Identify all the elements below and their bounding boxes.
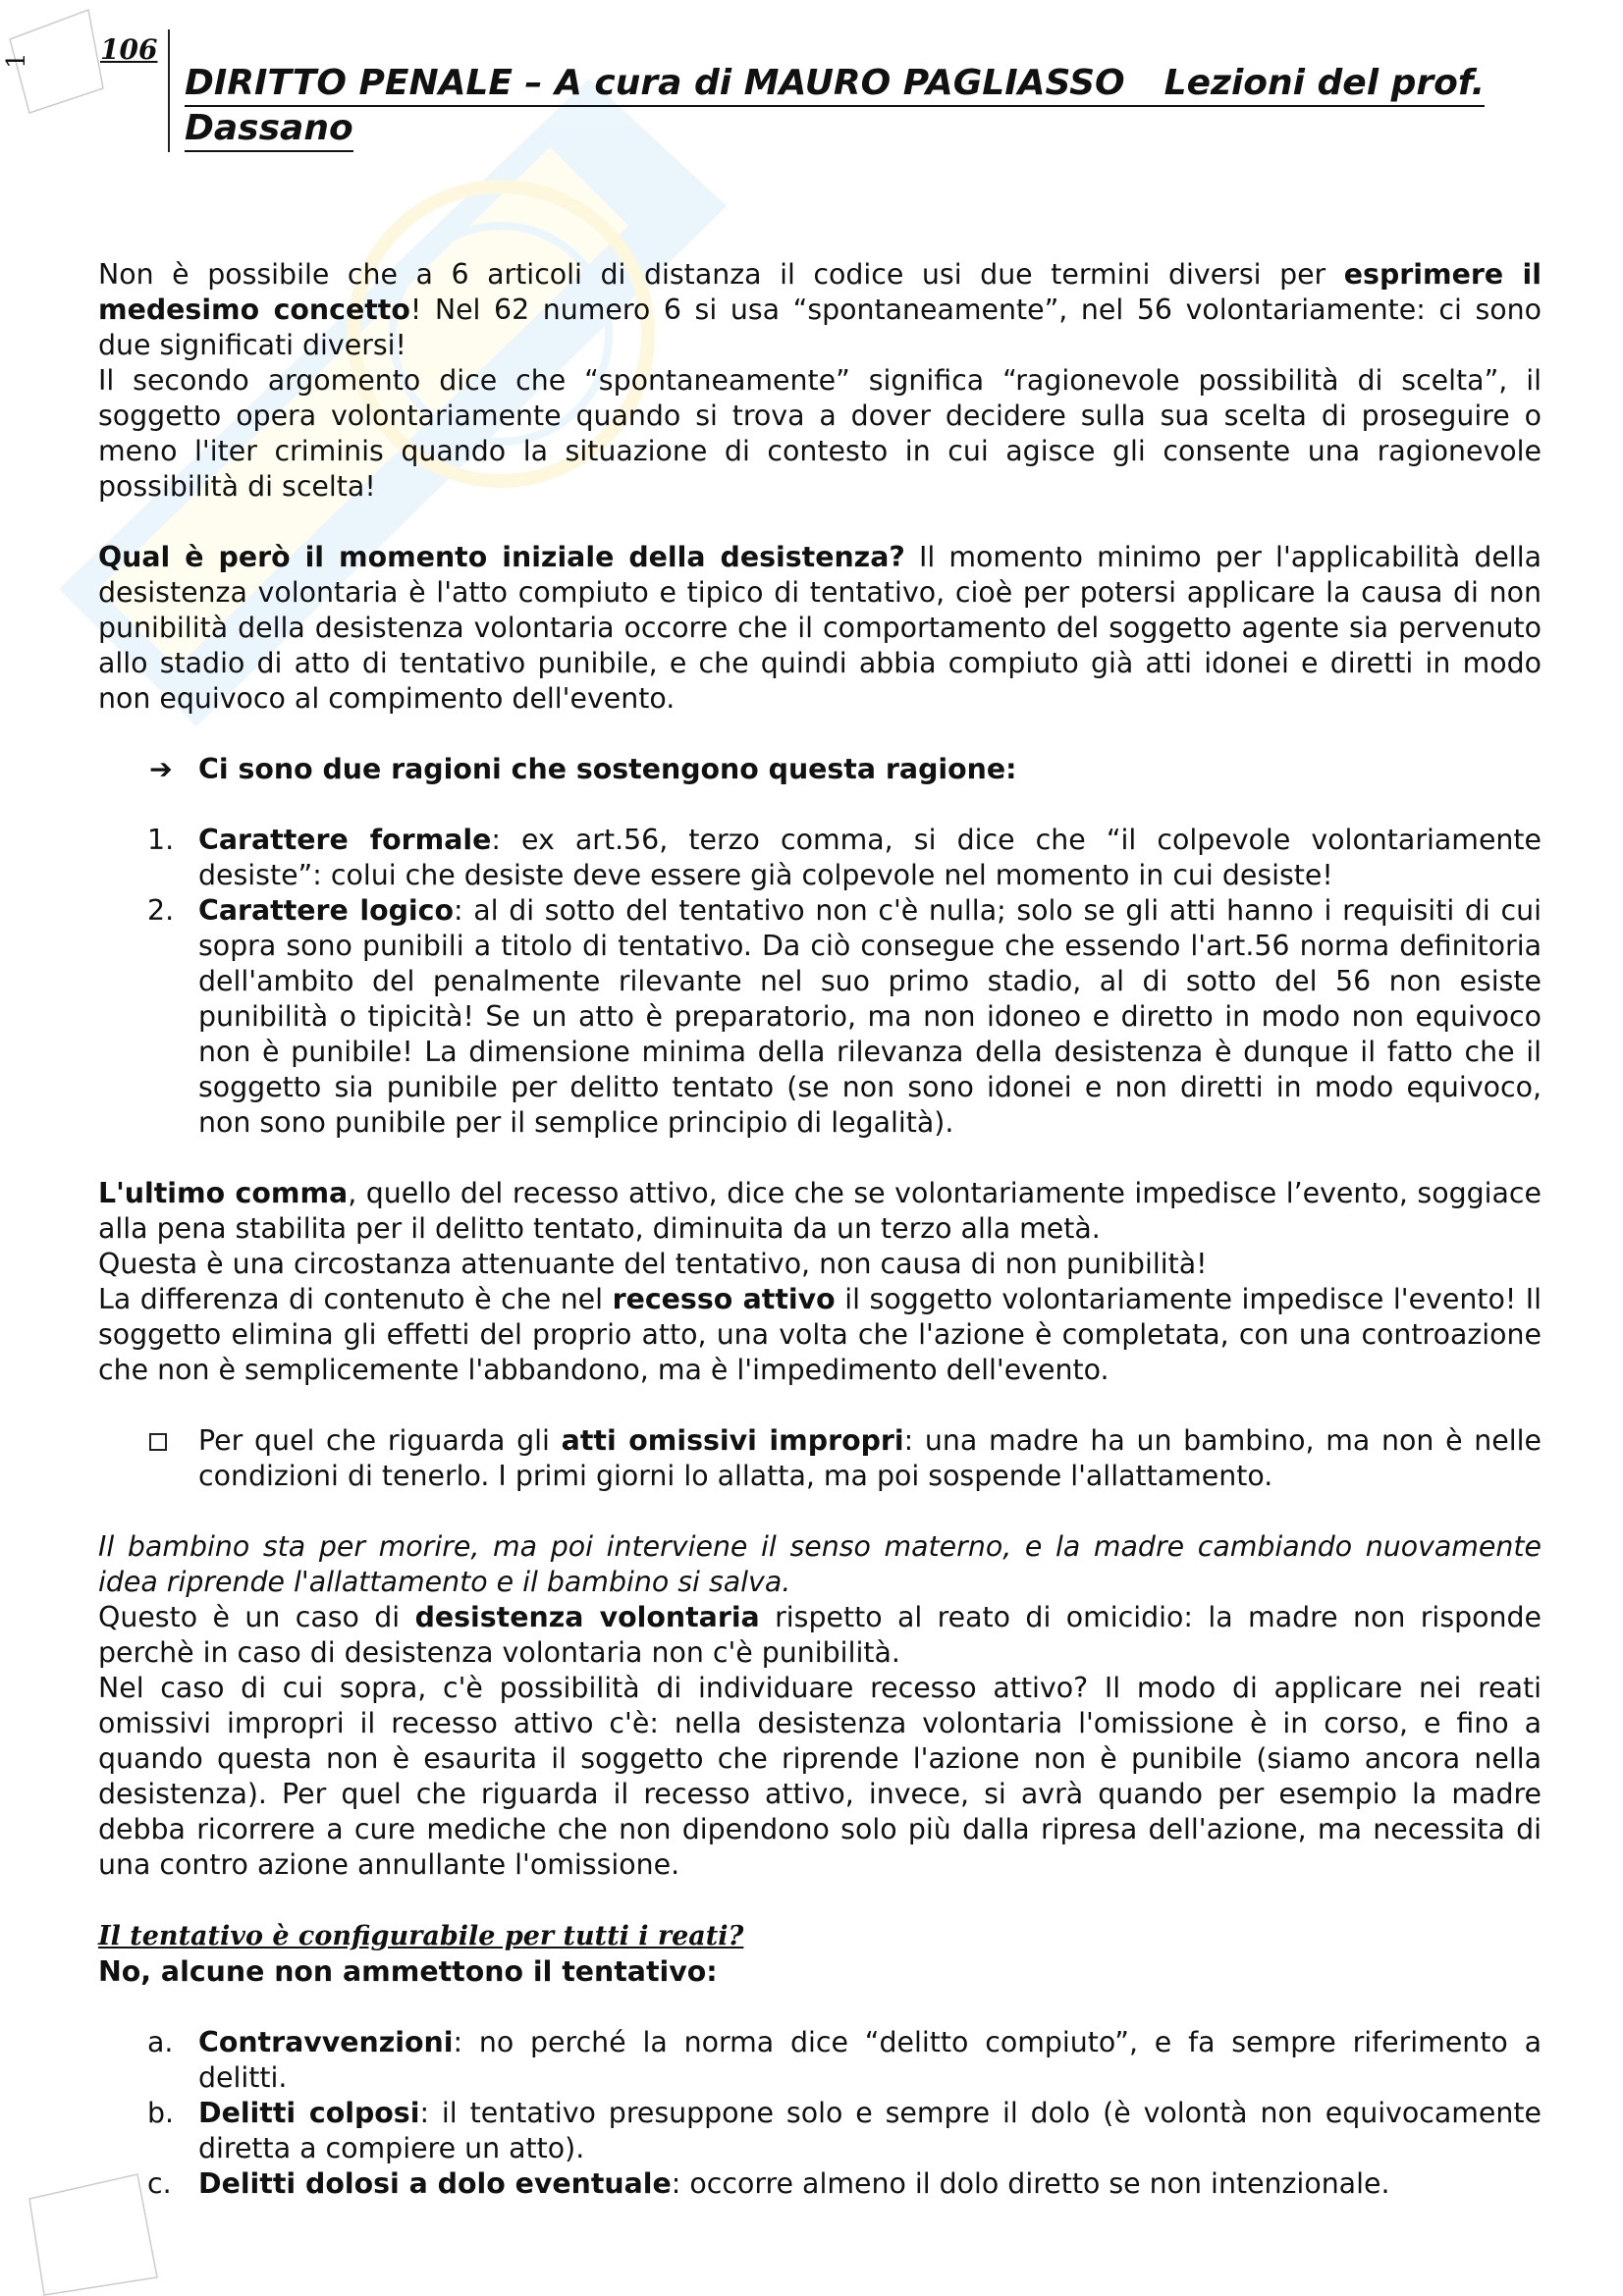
paragraph: Questa è una circostanza attenuante del tentativo, non causa di non punibilità! xyxy=(98,1248,1208,1280)
page-header xyxy=(185,61,1608,151)
header-title: DIRITTO PENALE – A cura di MAURO PAGLIASSO xyxy=(185,63,1125,103)
arrow-icon: ➔ xyxy=(149,753,173,785)
header-divider xyxy=(168,29,170,152)
page-number: 106 xyxy=(100,33,158,66)
arrow-item: ➔ Ci sono due ragioni che sostengono questa ragione: xyxy=(149,753,1017,785)
paragraph-italic: Il bambino sta per morire, ma poi interviene il senso materno, e la madre cambiando nuovamente idea riprende l'allattamento e il bambino si salva. xyxy=(98,1530,1542,1598)
paragraph: Non è possibile che a 6 articoli di distanza il codice usi due termini diversi per esprimere il medesimo concetto! Nel 62 numero 6 si usa “spontaneamente”, nel 56 volontariamente: ci sono due significati diversi! xyxy=(98,258,1542,361)
side-page-number: 1 xyxy=(2,52,31,69)
header-author: Dassano xyxy=(185,108,353,152)
square-item: Per quel che riguarda gli atti omissivi impropri: una madre ha un bambino, ma non è nelle condizioni di tenerlo. I primi giorni lo allatta, ma poi sospende l'allattamento. xyxy=(98,1423,1542,1494)
paragraph: Questo è un caso di desistenza volontaria rispetto al reato di omicidio: la madre non risponde perchè in caso di desistenza volontaria non c'è punibilità. xyxy=(98,1601,1542,1669)
answer: No, alcune non ammettono il tentativo: xyxy=(98,1955,718,1988)
header-subtitle: Lezioni del prof. xyxy=(1163,63,1486,103)
paragraph: Qual è però il momento iniziale della desistenza? Il momento minimo per l'applicabilità della desistenza volontaria è l'atto compiuto e tipico di tentativo, cioè per potersi applicare la causa di non punibilità della desistenza volontaria occorre che il comportamento del soggetto agente sia pervenuto allo stadio di atto di tentativo punibile, e che quindi abbia compiuto già atti idonei e diretti in modo non equivoco al compimento dell'evento. xyxy=(98,541,1542,715)
paragraph: La differenza di contenuto è che nel recesso attivo il soggetto volontariamente impedisce l'evento! Il soggetto elimina gli effetti del proprio atto, una volta che l'azione è completata, con una controazione che non è semplicemente l'abbandono, ma è l'impedimento dell'evento. xyxy=(98,1283,1542,1386)
list-item: b. Delitti colposi: il tentativo presuppone solo e sempre il dolo (è volontà non equivocamente diretta a compiere un atto). xyxy=(147,2097,1542,2164)
list-item: 1. Carattere formale: ex art.56, terzo comma, si dice che “il colpevole volontariamente desiste”: colui che desiste deve essere già colpevole nel momento in cui desiste! xyxy=(147,824,1542,891)
document-body xyxy=(98,222,1542,2202)
paragraph: Nel caso di cui sopra, c'è possibilità di individuare recesso attivo? Il modo di applicare nei reati omissivi impropri il recesso attivo c'è: nella desistenza volontaria l'omissione è in corso, e fino a quando questa non è esaurita il soggetto che riprende l'azione non è punibile (siamo ancora nella desistenza). Per quel che riguarda il recesso attivo, invece, si avrà quando per esempio la madre debba ricorrere a cure mediche che non dipendono solo più dalla ripresa dell'azione, ma necessita di una contro azione annullante l'omissione. xyxy=(98,1672,1542,1881)
paragraph: L'ultimo comma, quello del recesso attivo, dice che se volontariamente impedisce l’evento, soggiace alla pena stabilita per il delitto tentato, diminuita da un terzo alla metà. xyxy=(98,1177,1542,1245)
question-heading: Il tentativo è configurabile per tutti i reati? xyxy=(98,1921,744,1951)
list-item: c. Delitti dolosi a dolo eventuale: occorre almeno il dolo diretto se non intenzionale. xyxy=(147,2167,1390,2200)
paragraph: Il secondo argomento dice che “spontaneamente” significa “ragionevole possibilità di scelta”, il soggetto opera volontariamente quando si trova a dover decidere sulla sua scelta di proseguire o meno l'iter criminis quando la situazione di contesto in cui agisce gli consente una ragionevole possibilità di scelta! xyxy=(98,364,1542,503)
list-item: 2. Carattere logico: al di sotto del tentativo non c'è nulla; solo se gli atti hanno i requisiti di cui sopra sono punibili a titolo di tentativo. Da ciò consegue che essendo l'art.56 norma definitoria dell'ambito del penalmente rilevante nel suo primo stadio, al di sotto del 56 non esiste punibilità o tipicità! Se un atto è preparatorio, ma non idoneo e diretto in modo non equivoco non è punibile! La dimensione minima della rilevanza della desistenza è dunque il fatto che il soggetto sia punibile per delitto tentato (se non sono idonei e non diretti in modo equivoco, non sono punibile per il semplice principio di legalità). xyxy=(147,894,1542,1139)
list-item: a. Contravvenzioni: no perché la norma dice “delitto compiuto”, e fa sempre riferimento a delitti. xyxy=(147,2026,1542,2094)
checkbox-square-icon xyxy=(149,1433,167,1451)
